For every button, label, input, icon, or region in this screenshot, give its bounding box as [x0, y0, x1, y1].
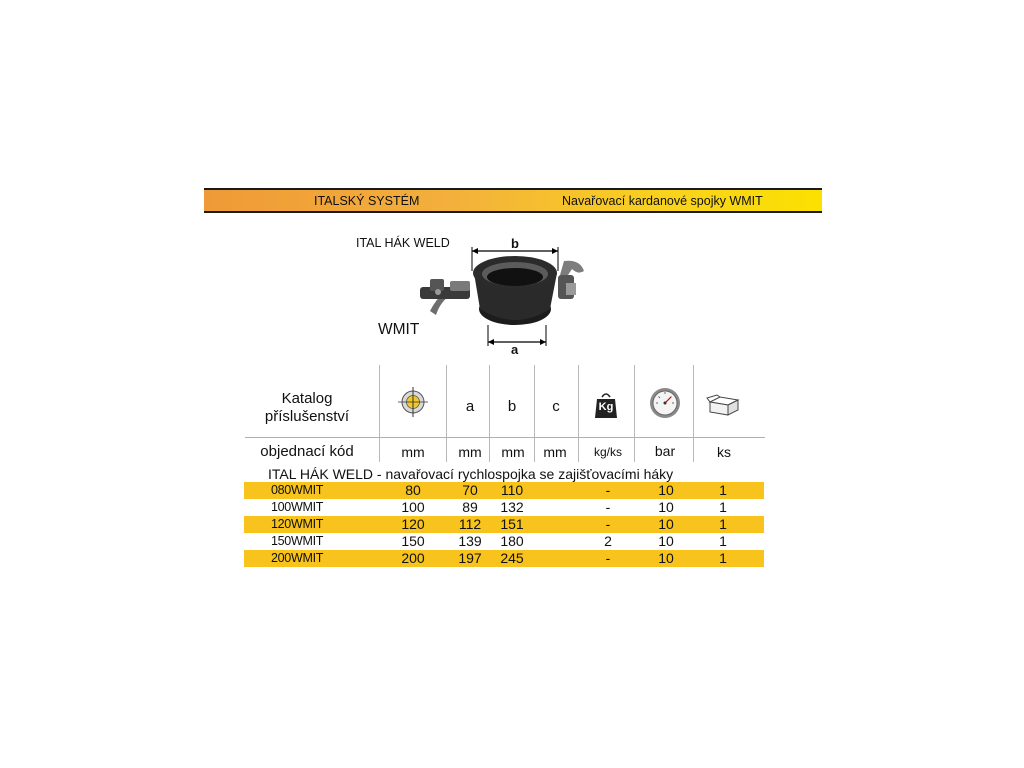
diameter-value: 100 — [401, 499, 425, 515]
column-header-b: b — [507, 398, 517, 415]
order-code: 150WMIT — [271, 534, 324, 548]
unit-weight: kg/ks — [593, 445, 622, 459]
diameter-value: 120 — [401, 516, 425, 532]
diameter-value: 80 — [405, 482, 421, 498]
table-row — [244, 482, 764, 499]
diameter-value: 200 — [401, 550, 425, 566]
column-header-a: a — [465, 398, 475, 415]
diameter-value: 150 — [401, 533, 425, 549]
section-title: ITAL HÁK WELD - navařovací rychlospojka se zajišťovacími háky — [268, 466, 674, 482]
header-divider — [245, 437, 765, 438]
weight-value: - — [605, 516, 611, 532]
catalog-header-line1: Katalog — [281, 390, 333, 407]
a-value: 89 — [462, 499, 478, 515]
column-separator — [489, 365, 490, 462]
dimension-label-a: a — [511, 342, 519, 357]
table-row — [244, 533, 764, 550]
weight-value: - — [605, 550, 611, 566]
a-value: 197 — [458, 550, 482, 566]
table-row — [244, 550, 764, 567]
b-value: 180 — [500, 533, 524, 549]
unit-a: mm — [458, 444, 482, 460]
pressure-value: 10 — [658, 533, 674, 549]
b-value: 132 — [500, 499, 524, 515]
column-separator — [693, 365, 694, 462]
pressure-value: 10 — [658, 516, 674, 532]
weight-value: 2 — [604, 533, 612, 549]
order-code: 100WMIT — [271, 500, 324, 514]
table-row — [244, 516, 764, 533]
b-value: 245 — [500, 550, 524, 566]
product-label-ital: ITAL HÁK WELD — [356, 236, 450, 250]
order-code-header: objednací kód — [260, 443, 354, 460]
package-box-icon — [706, 394, 742, 416]
order-code: 080WMIT — [271, 483, 324, 497]
product-label-wmit: WMIT — [378, 321, 420, 338]
unit-qty: ks — [717, 444, 731, 460]
table-row — [244, 499, 764, 516]
weight-value: - — [605, 499, 611, 515]
a-value: 112 — [458, 516, 482, 532]
unit-pressure: bar — [654, 443, 676, 459]
weight-kg-icon-text: Kg — [598, 401, 614, 413]
pressure-gauge-icon — [648, 386, 682, 420]
column-separator — [446, 365, 447, 462]
column-header-c: c — [552, 398, 560, 415]
catalog-header-line2: příslušenství — [264, 408, 350, 425]
unit-c: mm — [543, 444, 567, 460]
qty-value: 1 — [719, 550, 727, 566]
order-code: 120WMIT — [271, 517, 324, 531]
dimension-label-b: b — [511, 236, 519, 251]
column-separator — [634, 365, 635, 462]
column-separator — [379, 365, 380, 462]
unit-diameter: mm — [401, 444, 425, 460]
diameter-icon — [396, 387, 430, 417]
order-code: 200WMIT — [271, 551, 324, 565]
b-value: 151 — [500, 516, 524, 532]
coupling-product-image — [408, 245, 608, 353]
column-separator — [534, 365, 535, 462]
qty-value: 1 — [719, 516, 727, 532]
pressure-value: 10 — [658, 482, 674, 498]
system-title: ITALSKÝ SYSTÉM — [314, 194, 420, 208]
qty-value: 1 — [719, 482, 727, 498]
qty-value: 1 — [719, 533, 727, 549]
product-title: Navařovací kardanové spojky WMIT — [562, 194, 763, 208]
a-value: 70 — [462, 482, 478, 498]
unit-b: mm — [501, 444, 525, 460]
weight-value: - — [605, 482, 611, 498]
pressure-value: 10 — [658, 499, 674, 515]
column-separator — [578, 365, 579, 462]
b-value: 110 — [500, 482, 524, 498]
a-value: 139 — [458, 533, 482, 549]
pressure-value: 10 — [658, 550, 674, 566]
qty-value: 1 — [719, 499, 727, 515]
weight-kg-icon — [594, 391, 618, 415]
